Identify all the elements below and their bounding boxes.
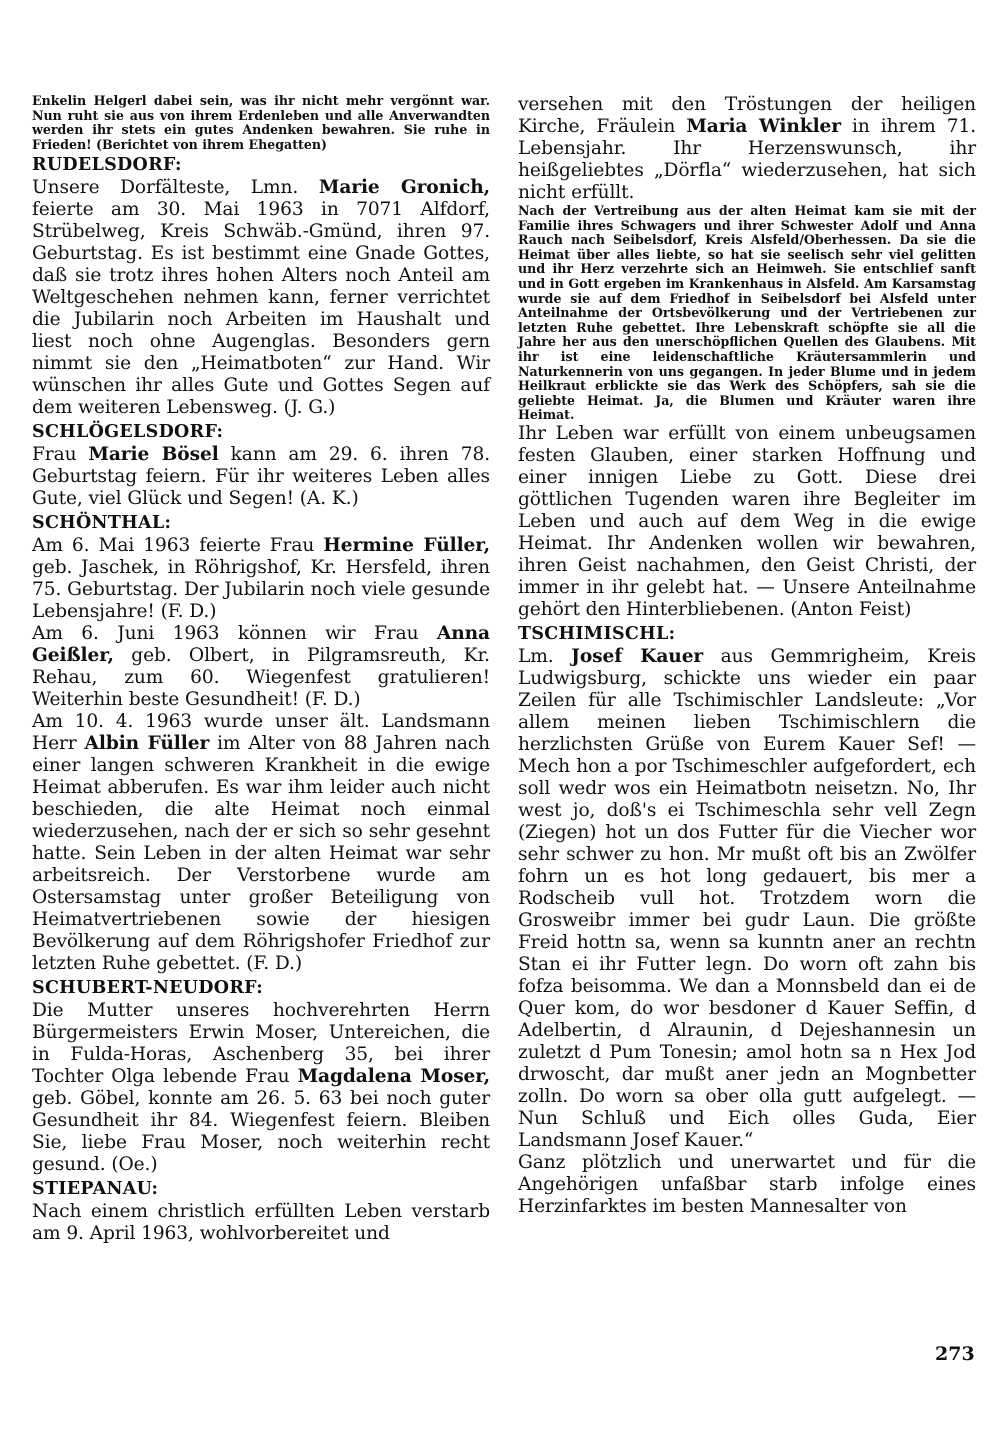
schloegelsdorf-paragraph (32, 444, 490, 510)
heading-tschimischl: TSCHIMISCHL: (518, 623, 676, 644)
heading-rudelsdorf: RUDELSDORF: (32, 155, 182, 176)
person-name: Marie Gronich, (318, 177, 490, 199)
text: geb. Jaschek, in Röhrigshof, Kr. Hersfeld, ihren 75. Geburtstag. Der Jubilarin noch viele gesunde Lebensjahre! (F. D.) (32, 557, 490, 623)
winkler-small-paragraph: Nach der Vertreibung aus der alten Heimat kam sie mit der Familie ihres Schwagers und ihrer Schwester Adolf und Anna Rauch nach Seibelsdorf, Kreis Alsfeld/Oberhessen. Da sie die Heimat über alles liebte, so hat sie seelisch sehr viel gelitten und ihr Herz verzehrte sich an Heimweh. Sie entschlief sanft und in Gott ergeben im Krankenhaus in Alsfeld. Am Karsamstag wurde sie auf dem Friedhof in Seibelsdorf bei Alsfeld unter Anteilnahme der Ortsbevölkerung und der Vertriebenen zur letzten Ruhe gebettet. Ihre Lebenskraft schöpfte sie all die Jahre her aus den unerschöpflichen Quellen des Glaubens. Mit ihr ist eine leidenschaftliche Kräutersammlerin und Naturkennerin von uns gegangen. In jeder Blume und in jedem Heilkraut erblickte sie das Werk des Schöpfers, sah sie die geliebte Heimat. Ja, die Blumen und Kräuter waren ihre Heimat. (518, 203, 976, 423)
heading-stiepanau: STIEPANAU: (32, 1179, 159, 1200)
winkler-paragraph (518, 94, 976, 204)
person-name: Anna Geißler, (32, 623, 490, 667)
text: feierte am 30. Mai 1963 in 7071 Alfdorf, Strübelweg, Kreis Schwäb.-Gmünd, ihren 97. Geburtstag. Es ist bestimmt eine Gnade Gottes, daß sie trotz ihres hohen Alters noch Anteil am Weltgeschehen nehmen kann, ferner verrichtet die Jubilarin noch Arbeiten im Haushalt und liest noch ohne Augenglas. Besonders gern nimmt sie den „Heimatboten“ zur Hand. Wir wünschen ihr alles Gute und Gottes Segen auf dem weiteren Lebensweg. (J. G.) (32, 199, 490, 419)
text: kann am 29. 6. ihren 78. Geburtstag feiern. Für ihr weiteres Leben alles Gute, viel Glück und Segen! (A. K.) (32, 444, 491, 510)
person-name: Magdalena Moser, (297, 1066, 491, 1088)
text: in ihrem 71. Lebensjahr. Ihr Herzenswunsch, ihr heißgeliebtes „Dörfla“ wiederzusehen, hat sich nicht erfüllt. (518, 116, 977, 203)
text: versehen mit den Tröstungen der heiligen Kirche, Fräulein (518, 94, 976, 137)
text: Am 10. 4. 1963 wurde unser ält. Landsmann Herr (32, 711, 490, 755)
intro-paragraph: Enkelin Helgerl dabei sein, was ihr nicht mehr vergönnt war. Nun ruht sie aus von ihrem Erdenleben und alle Anverwandten werden ihr stets ein gutes Andenken bewahren. Sie ruhe in Frieden! (Berichtet von ihrem Ehegatten) (32, 93, 490, 152)
text: im Alter von 88 Jahren nach einer langen schweren Krankheit in die ewige Heimat abberufen. Es war ihm leider auch nicht beschieden, die alte Heimat noch einmal wiederzusehen, nach der er sich so sehr gesehnt hatte. Sein Leben in der alten Heimat war sehr arbeitsreich. Der Verstorbene wurde am Ostersamstag unter großer Beteiligung von Heimatvertriebenen sowie der hiesigen Bevölkerung auf dem Röhrigshofer Friedhof zur letzten Ruhe gebettet. (F. D.) (32, 733, 490, 975)
person-name: Josef Kauer (571, 645, 704, 667)
tschimischl-paragraph (518, 646, 976, 1152)
heading-schubert-neudorf: SCHUBERT-NEUDORF: (32, 978, 264, 999)
schoenthal-paragraph-3 (32, 711, 490, 975)
schoenthal-paragraph-1 (32, 535, 490, 623)
person-name: Hermine Füller, (323, 535, 490, 557)
text: geb. Göbel, konnte am 26. 5. 63 bei noch guter Gesundheit ihr 84. Wiegenfest feiern. Bleiben Sie, liebe Frau Moser, noch weiterhin recht gesund. (Oe.) (32, 1088, 490, 1176)
text: aus Gemmrigheim, Kreis Ludwigsburg, schickte uns wieder ein paar Zeilen für alle Tschimischler Landsleute: „Vor allem meinen lieben Tschimischlern die herzlichsten Grüße von Eurem Kauer Sef! — Mech hon a por Tschimeschler aufgefordert, ech soll wedr wos ein Heimatbotn neisetzn. No, Ihr west jo, doß's ei Tschimeschla sehr vell Zegn (Ziegen) hot un dos Futter für die Viecher wor sehr schwer zu hon. Mr mußt oft bis an Zwölfer fohrn un es hot long gedauert, bis mer a Rodscheib vull hot. Trotzdem worn die Grosweibr immer bei gudr Laun. Die größte Freid hottn sa, wenn sa kunntn aner an rechtn Stan ei ihr Futter legn. Do worn oft zahn bis fofza beisomma. We dan a Monnsbeld dan ei de Quer kom, do wor besdoner d Kauer Seffin, d Adelbertin, d Alraunin, d Dejeshannesin un zuletzt d Pum Tonesin; amol hotn sa n Hex Jod drwoscht, dar mußt aner jedn an Mognbetter zolln. Do worn sa ober olla gutt aufgelegt. — Nun Schluß und Eich olles Guda, Eier Landsmann Josef Kauer.“ (518, 645, 976, 1151)
text: geb. Olbert, in Pilgramsreuth, Kr. Rehau, zum 60. Wiegenfest gratulieren! Weiterhin beste Gesundheit! (F. D.) (32, 645, 490, 711)
tschimischl-paragraph-2: Ganz plötzlich und unerwartet und für die Angehörigen unfaßbar starb infolge eines Herzinfarktes im besten Mannesalter von (518, 1151, 976, 1217)
winkler-closing-paragraph: Ihr Leben war erfüllt von einem unbeugsamen festen Glauben, einer starken Hoffnung und einer innigen Liebe zu Gott. Diese drei göttlichen Tugenden waren ihre Begleiter im Leben und auch auf dem Weg in die ewige Heimat. Ihr Andenken wollen wir bewahren, ihren Geist nachahmen, den Geist Christi, der immer in ihr gelebt hat. — Unsere Anteilnahme gehört den Hinterbliebenen. (Anton Feist) (518, 422, 976, 620)
heading-schloegelsdorf: SCHLÖGELSDORF: (32, 422, 224, 443)
text: Die Mutter unseres hochverehrten Herrn Bürgermeisters Erwin Moser, Untereichen, die in Fulda-Horas, Aschenberg 35, bei ihrer Tochter Olga lebende Frau (32, 1000, 490, 1088)
text: Lm. (518, 645, 572, 667)
text: Frau (32, 444, 89, 466)
person-name: Marie Bösel (88, 444, 219, 466)
schubert-paragraph (32, 1000, 490, 1176)
text: Am 6. Mai 1963 feierte Frau (32, 535, 324, 557)
person-name: Albin Füller (84, 733, 210, 755)
stiepanau-paragraph: Nach einem christlich erfüllten Leben verstarb am 9. April 1963, wohlvorbereitet und (32, 1201, 490, 1245)
heading-schoenthal: SCHÖNTHAL: (32, 513, 172, 534)
right-column (518, 94, 976, 1218)
text: Am 6. Juni 1963 können wir Frau (32, 623, 437, 645)
rudelsdorf-paragraph (32, 177, 490, 419)
text: Unsere Dorfälteste, Lmn. (32, 177, 319, 199)
page-number: 273 (935, 1343, 975, 1365)
left-column (32, 94, 490, 1245)
schoenthal-paragraph-2 (32, 623, 490, 711)
person-name: Maria Winkler (686, 116, 841, 137)
